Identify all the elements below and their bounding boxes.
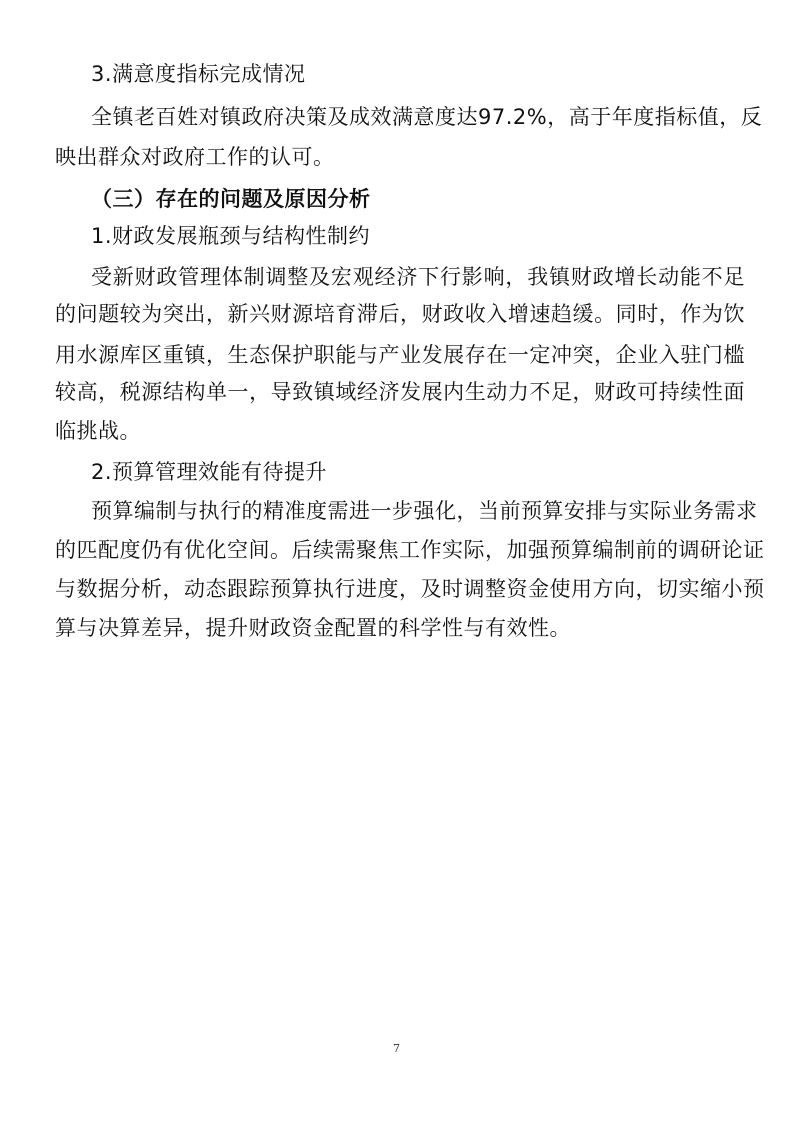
paragraph-line: 临挑战。 bbox=[55, 419, 141, 443]
satisfaction-subheading: 3.满意度指标完成情况 bbox=[91, 62, 306, 86]
section-heading: （三）存在的问题及原因分析 bbox=[91, 187, 371, 211]
issue-1-subheading: 1.财政发展瓶颈与结构性制约 bbox=[91, 224, 371, 248]
paragraph-line: 受新财政管理体制调整及宏观经济下行影响，我镇财政增长动能不足 bbox=[91, 265, 745, 289]
paragraph-line: 与数据分析，动态跟踪预算执行进度，及时调整资金使用方向，切实缩小预 bbox=[55, 577, 765, 601]
paragraph-line: 算与决算差异，提升财政资金配置的科学性与有效性。 bbox=[55, 616, 571, 640]
paragraph-line: 的匹配度仍有优化空间。后续需聚焦工作实际，加强预算编制前的调研论证 bbox=[55, 538, 765, 562]
paragraph-line: 较高，税源结构单一，导致镇域经济发展内生动力不足，财政可持续性面 bbox=[55, 380, 745, 404]
page-number: 7 bbox=[393, 1042, 400, 1055]
paragraph-line: 的问题较为突出，新兴财源培育滞后，财政收入增速趋缓。同时，作为饮 bbox=[55, 302, 745, 326]
paragraph-line: 预算编制与执行的精准度需进一步强化，当前预算安排与实际业务需求 bbox=[91, 499, 758, 523]
paragraph-line: 映出群众对政府工作的认可。 bbox=[55, 145, 335, 169]
paragraph-line: 全镇老百姓对镇政府决策及成效满意度达97.2%，高于年度指标值，反 bbox=[91, 105, 763, 129]
paragraph-line: 用水源库区重镇，生态保护职能与产业发展存在一定冲突，企业入驻门槛 bbox=[55, 343, 745, 367]
issue-2-subheading: 2.预算管理效能有待提升 bbox=[91, 460, 328, 484]
